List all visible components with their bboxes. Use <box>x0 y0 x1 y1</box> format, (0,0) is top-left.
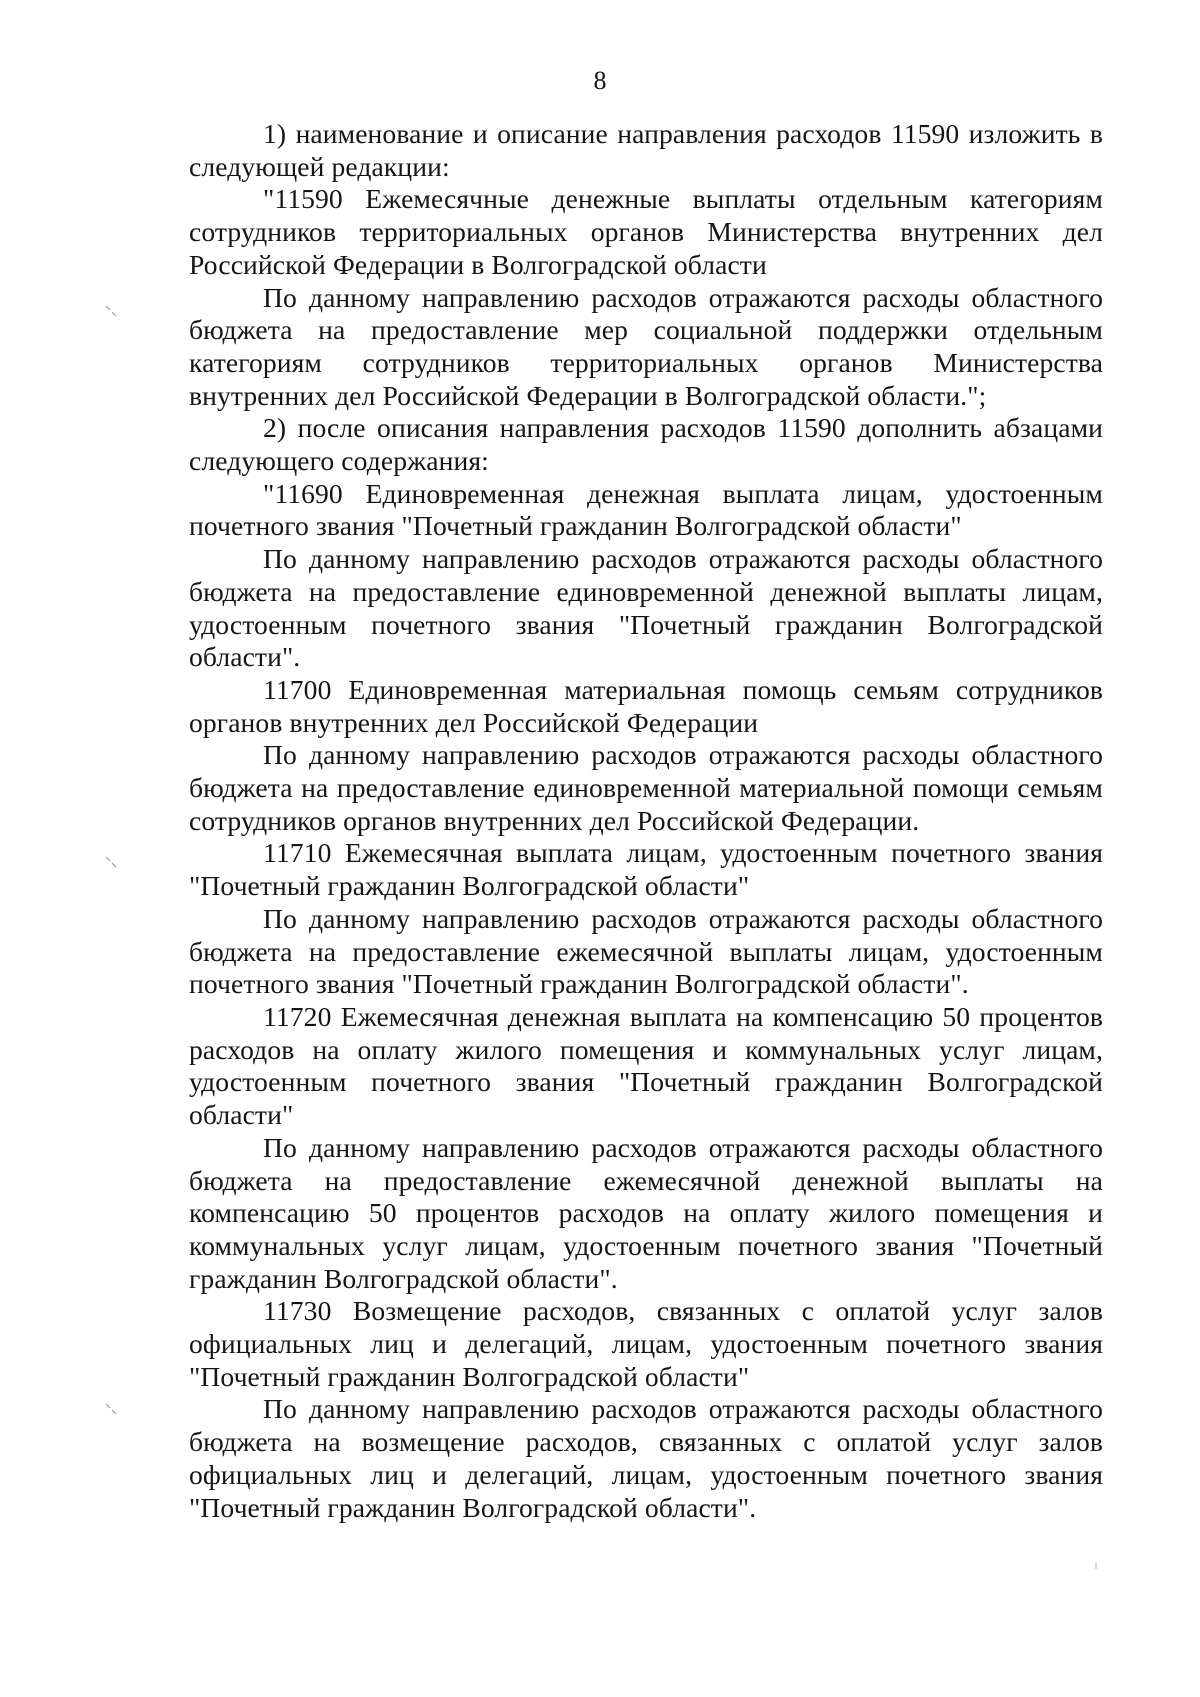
paragraph: "11690 Единовременная денежная выплата лицам, удостоенным почетного звания "Почетный гражданин Волгоградской области" <box>189 477 1103 542</box>
page-number: 8 <box>593 66 607 95</box>
paragraph: 11710 Ежемесячная выплата лицам, удостоенным почетного звания "Почетный гражданин Волгоградской области" <box>189 837 1103 902</box>
paragraph: 11720 Ежемесячная денежная выплата на компенсацию 50 процентов расходов на оплату жилого помещения и коммунальных услуг лицам, удостоенным почетного звания "Почетный гражданин Волгоградской области" <box>189 1000 1103 1131</box>
paragraph: 11730 Возмещение расходов, связанных с оплатой услуг залов официальных лиц и делегаций, лицам, удостоенным почетного звания "Почетный гражданин Волгоградской области" <box>189 1295 1103 1392</box>
paragraph: По данному направлению расходов отражаются расходы областного бюджета на предоставление мер социальной поддержки отдельным категориям сотрудников территориальных органов Министерства внутренних дел Российской Федерации в Волгоградской области."; <box>189 281 1103 411</box>
scan-mark-mark <box>104 855 118 869</box>
paragraph: По данному направлению расходов отражаются расходы областного бюджета на предоставление ежемесячной выплаты лицам, удостоенным почетного звания "Почетный гражданин Волгоградской области". <box>189 902 1103 1000</box>
paragraph: По данному направлению расходов отражаются расходы областного бюджета на возмещение расходов, связанных с оплатой услуг залов официальных лиц и делегаций, лицам, удостоенным почетного звания "Почетный гражданин Волгоградской области". <box>189 1393 1103 1523</box>
paragraph: По данному направлению расходов отражаются расходы областного бюджета на предоставление ежемесячной денежной выплаты на компенсацию 50 процентов расходов на оплату жилого помещения и коммунальных услуг лицам, удостоенным почетного звания "Почетный гражданин Волгоградской области". <box>189 1131 1103 1294</box>
paragraph: По данному направлению расходов отражаются расходы областного бюджета на предоставление единовременной денежной выплаты лицам, удостоенным почетного звания "Почетный гражданин Волгоградской области". <box>189 543 1103 673</box>
paragraph: 1) наименование и описание направления расходов 11590 изложить в следующей редакции: <box>189 118 1103 182</box>
scan-mark-mark <box>1092 1560 1106 1574</box>
scan-mark-mark <box>104 1402 118 1416</box>
paragraph: 2) после описания направления расходов 11590 дополнить абзацами следующего содержания: <box>189 412 1103 477</box>
paragraph: "11590 Ежемесячные денежные выплаты отдельным категориям сотрудников территориальных органов Министерства внутренних дел Российской Федерации в Волгоградской области <box>189 183 1103 280</box>
paragraph: По данному направлению расходов отражаются расходы областного бюджета на предоставление единовременной материальной помощи семьям сотрудников органов внутренних дел Российской Федерации. <box>189 739 1103 836</box>
scan-mark-mark <box>104 304 118 318</box>
document-body <box>189 118 1103 1524</box>
paragraph: 11700 Единовременная материальная помощь семьям сотрудников органов внутренних дел Российской Федерации <box>189 673 1103 738</box>
